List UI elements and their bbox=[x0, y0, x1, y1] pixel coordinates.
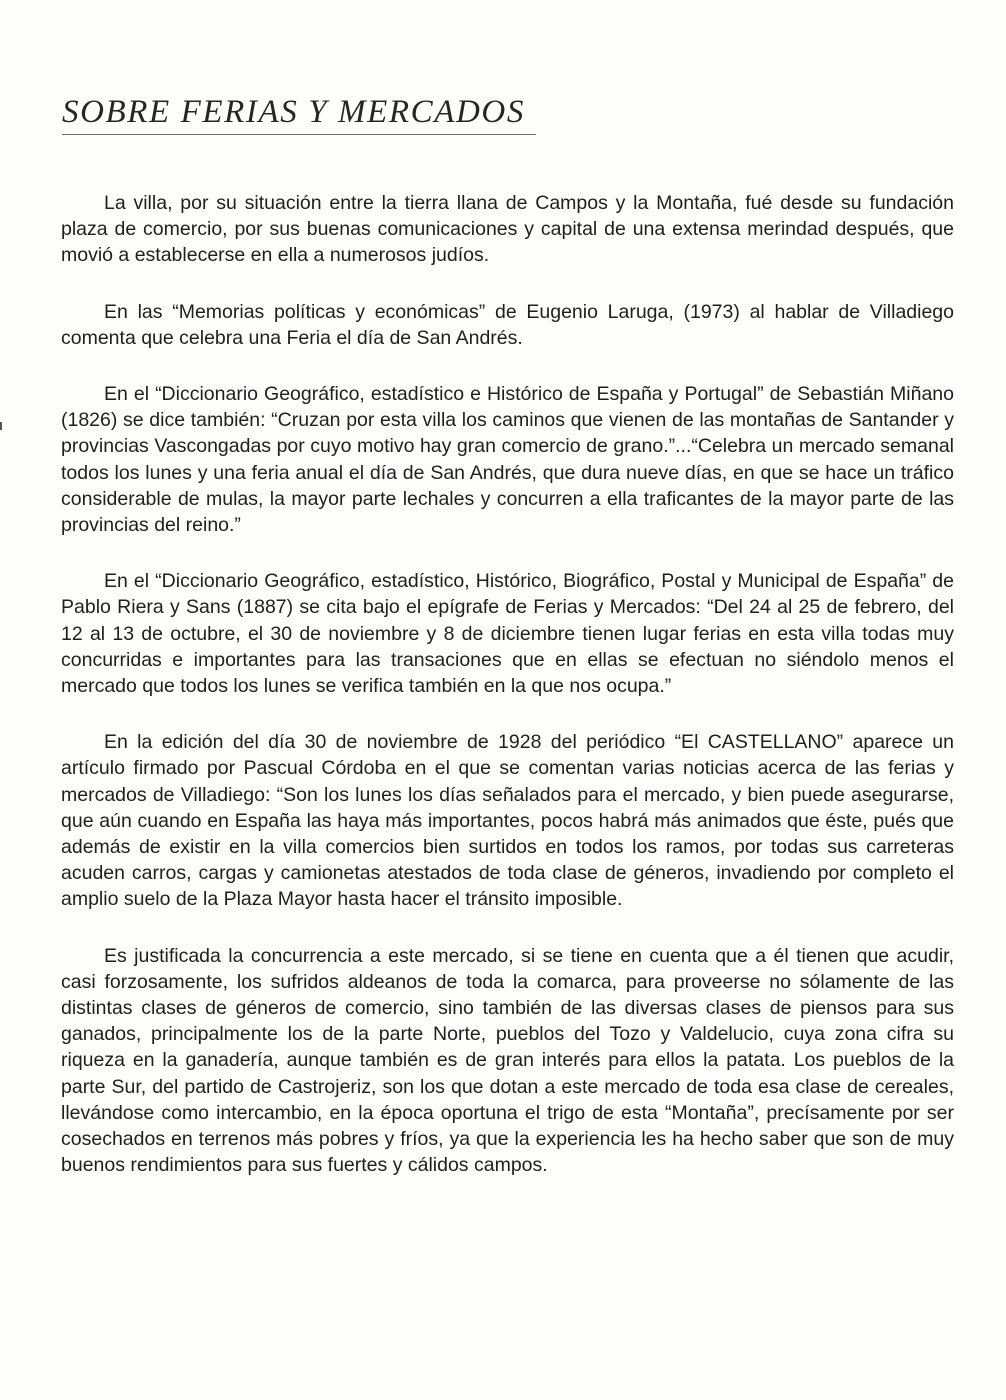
paragraph-4: En el “Diccionario Geográfico, estadístico, Histórico, Biográfico, Postal y Municipal de España” de Pablo Riera y Sans (1887) se cita bajo el epígrafe de Ferias y Mercados: “Del 24 al 25 de febrero, del 12 al 13 de octubre, el 30 de noviembre y 8 de diciembre tienen lugar ferias en esta villa todas muy concurridas e importantes para las transaciones que en ellas se efectuan no siéndolo menos el mercado que todos los lunes se verifica también en la que nos ocupa.” bbox=[61, 570, 954, 698]
paragraph-3: En el “Diccionario Geográfico, estadístico e Histórico de España y Portugal” de Sebastián Miñano (1826) se dice también: “Cruzan por esta villa los caminos que vienen de las montañas de Santander y provincias Vascongadas por cuyo motivo hay gran comercio de grano.”...“Celebra un mercado semanal todos los lunes y una feria anual el día de San Andrés, que dura nueve días, en que se hace un tráfico considerable de mulas, la mayor parte lechales y concurren a ella traficantes de la mayor parte de las provincias del reino.” bbox=[61, 383, 954, 537]
scan-edge-mark bbox=[0, 422, 2, 430]
page-title: SOBRE FERIAS Y MERCADOS bbox=[62, 94, 525, 130]
paragraph-5: En la edición del día 30 de noviembre de 1928 del periódico “El CASTELLANO” aparece un artículo firmado por Pascual Córdoba en el que se comentan varias noticias acerca de las ferias y mercados de Villadiego: “Son los lunes los días señalados para el mercado, y bien puede asegurarse, que aún cuando en España las haya más importantes, pocos habrá más animados que éste, pués que además de existir en la villa comercios bien surtidos en todos los ramos, por todas sus carreteras acuden carros, cargas y camionetas atestados de toda clase de géneros, invadiendo por completo el amplio suelo de la Plaza Mayor hasta hacer el tránsito imposible. bbox=[61, 731, 954, 911]
title-underline bbox=[62, 134, 536, 135]
paragraph-1: La villa, por su situación entre la tierra llana de Campos y la Montaña, fué desde su fundación plaza de comercio, por sus buenas comunicaciones y capital de una extensa merindad después, que movió a establecerse en ella a numerosos judíos. bbox=[61, 192, 954, 267]
paragraph-6: Es justificada la concurrencia a este mercado, si se tiene en cuenta que a él tienen que acudir, casi forzosamente, los sufridos aldeanos de toda la comarca, para proveerse no sólamente de las distintas clases de géneros de comercio, sino también de las diversas clases de piensos para sus ganados, principalmente los de la parte Norte, pueblos del Tozo y Valdelucio, cuya zona cifra su riqueza en la ganadería, aunque también es de gran interés para ellos la patata. Los pueblos de la parte Sur, del partido de Castrojeriz, son los que dotan a este mercado de toda esa clase de cereales, llevándose como intercambio, en la época oportuna el trigo de esta “Montaña”, precísamente por ser cosechados en terrenos más pobres y fríos, ya que la experiencia les ha hecho saber que son de muy buenos rendimientos para sus fuertes y cálidos campos. bbox=[61, 944, 954, 1177]
paragraph-2: En las “Memorias políticas y económicas” de Eugenio Laruga, (1973) al hablar de Villadiego comenta que celebra una Feria el día de San Andrés. bbox=[61, 300, 954, 349]
article-body bbox=[61, 190, 954, 1209]
